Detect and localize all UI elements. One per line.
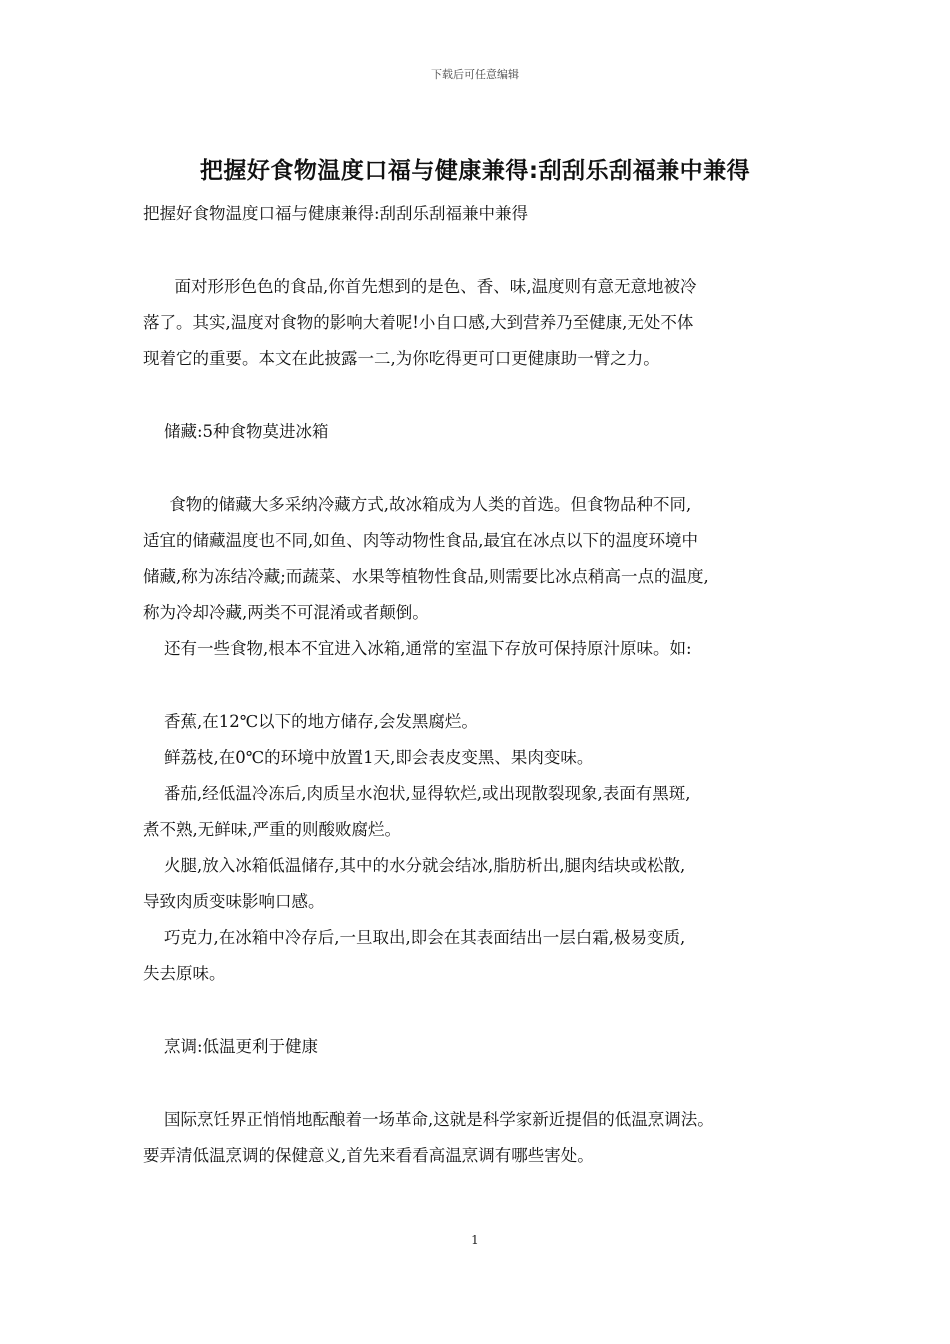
text-line: 储藏,称为冻结冷藏;而蔬菜、水果等植物性食品,则需要比冰点稍高一点的温度, bbox=[143, 567, 709, 586]
paragraph-gap bbox=[143, 450, 823, 487]
text-line: 还有一些食物,根本不宜进入冰箱,通常的室温下存放可保持原汁原味。如: bbox=[143, 639, 692, 658]
text-line: 番茄,经低温冷冻后,肉质呈水泡状,显得软烂,或出现散裂现象,表面有黑斑, bbox=[143, 784, 691, 803]
paragraph-gap bbox=[143, 1065, 823, 1102]
text-line: 面对形形色色的食品,你首先想到的是色、香、味,温度则有意无意地被冷 bbox=[143, 277, 697, 296]
subtitle-line: 把握好食物温度口福与健康兼得:刮刮乐刮福兼中兼得 bbox=[143, 204, 529, 223]
text-line: 巧克力,在冰箱中冷存后,一旦取出,即会在其表面结出一层白霜,极易变质, bbox=[143, 928, 686, 947]
text-line: 火腿,放入冰箱低温储存,其中的水分就会结冰,脂肪析出,腿肉结块或松散, bbox=[143, 856, 686, 875]
paragraph-gap bbox=[143, 992, 823, 1029]
text-line: 适宜的储藏温度也不同,如鱼、肉等动物性食品,最宜在冰点以下的温度环境中 bbox=[143, 531, 698, 550]
text-line: 鲜荔枝,在0℃的环境中放置1天,即会表皮变黑、果肉变味。 bbox=[143, 748, 594, 767]
page-number: 1 bbox=[471, 1233, 479, 1247]
document-body bbox=[143, 196, 823, 1174]
paragraph-gap bbox=[143, 232, 823, 269]
paragraph-gap bbox=[143, 667, 823, 704]
text-line: 导致肉质变味影响口感。 bbox=[143, 892, 325, 911]
text-line: 香蕉,在12℃以下的地方储存,会发黑腐烂。 bbox=[143, 712, 478, 731]
text-line: 国际烹饪界正悄悄地酝酿着一场革命,这就是科学家新近提倡的低温烹调法。 bbox=[143, 1110, 714, 1129]
text-line: 落了。其实,温度对食物的影响大着呢!小自口感,大到营养乃至健康,无处不体 bbox=[143, 313, 694, 332]
text-line: 食物的储藏大多采纳冷藏方式,故冰箱成为人类的首选。但食物品种不同, bbox=[143, 495, 692, 514]
text-line: 煮不熟,无鲜味,严重的则酸败腐烂。 bbox=[143, 820, 401, 839]
text-line: 称为冷却冷藏,两类不可混淆或者颠倒。 bbox=[143, 603, 429, 622]
text-line: 储藏:5种食物莫进冰箱 bbox=[143, 422, 329, 441]
text-line: 要弄清低温烹调的保健意义,首先来看看高温烹调有哪些害处。 bbox=[143, 1146, 594, 1165]
text-line: 现着它的重要。本文在此披露一二,为你吃得更可口更健康助一臂之力。 bbox=[143, 349, 660, 368]
text-line: 烹调:低温更利于健康 bbox=[143, 1037, 319, 1056]
page-header: 下载后可任意编辑 bbox=[431, 68, 519, 81]
document-title: 把握好食物温度口福与健康兼得:刮刮乐刮福兼中兼得 bbox=[199, 158, 751, 184]
paragraph-gap bbox=[143, 377, 823, 414]
text-line: 失去原味。 bbox=[143, 964, 226, 983]
